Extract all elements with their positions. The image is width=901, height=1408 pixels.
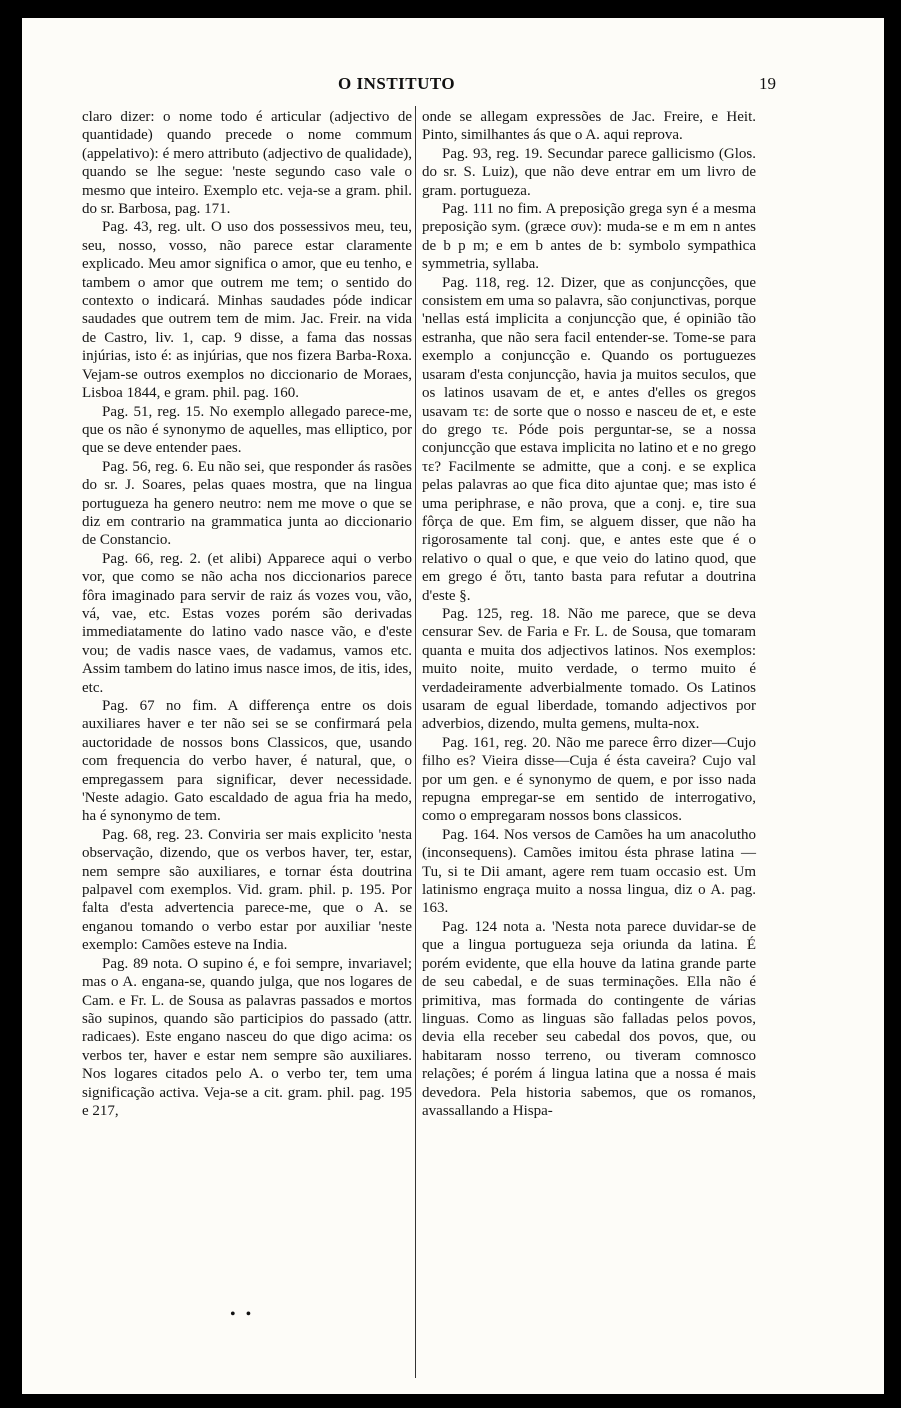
book-page [22, 18, 884, 1394]
paragraph: Pag. 161, reg. 20. Não me parece êrro dizer—Cujo filho es? Vieira disse—Cuja é ésta caveira? Cujo val por um gen. e é synonymo de quem, e por isso nada repugna empregar-se em sentido de interrogativo, como o empregaram nossos bons classicos. [422, 734, 756, 825]
paragraph: onde se allegam expressões de Jac. Freire, e Heit. Pinto, similhantes ás que o A. aqui reprova. [422, 109, 756, 144]
paragraph: Pag. 124 nota a. 'Nesta nota parece duvidar-se de que a lingua portugueza seja oriunda da latina. É porém evidente, que ella houve da latina grande parte de seu cabedal, e de suas terminações. Ella não é primitiva, mas formada do contingente de várias linguas. Como as linguas são falladas pelos povos, devia ella receber seu cabedal dos povos, que, ou habitaram nosso terreno, ou tiveram comnosco relações; é porém á lingua latina que a nossa é mais devedora. Pela historia sabemos, que os romanos, avassallando a Hispa- [422, 918, 756, 1119]
paragraph: Pag. 51, reg. 15. No exemplo allegado parece-me, que os não é synonymo de aquelles, mas elliptico, por que se deve entender paes. [82, 403, 412, 457]
page-number: 19 [759, 74, 776, 93]
paragraph: Pag. 93, reg. 19. Secundar parece gallicismo (Glos. do sr. S. Luiz), que não deve entrar em um livro de gram. portugueza. [422, 145, 756, 199]
running-head-title: O INSTITUTO [338, 74, 456, 93]
paragraph: Pag. 66, reg. 2. (et alibi) Apparece aqui o verbo vor, que como se não acha nos diccionarios parece fôra imaginado para servir de raiz ás vozes vou, vão, vá, vae, etc. Estas vozes porém são derivadas immediatamente do latino vado nasce vão, e d'este vou; de vadis nasce vaes, de vadamus, vamos etc. Assim tambem do latino imus nasce imos, de itis, ides, etc. [82, 550, 412, 696]
paragraph: Pag. 118, reg. 12. Dizer, que as conjuncções, que consistem em uma so palavra, são conjunctivas, porque 'nellas está implicita a conjuncção que, é opinião tão estranha, que não sera facil entender-se. Tome-se para exemplo a conjuncção e. Quando os portuguezes usaram d'esta conjuncção, havia ja muitos seculos, que os latinos usavam de et, e antes d'elles os gregos usavam τε: de sorte que o nosso e nasceu de et, e este do grego τε. Póde pois perguntar-se, se a nossa conjuncção que estava implicita no latino et e no grego τε? Facilmente se admitte, que a conj. e se explica pelas palavras ao que fica dito ajuntae que; mas isto é uma periphrase, e não prova, que a conj. e, tire sua fôrça de que. Em fim, se alguem disser, que não ha rigorosamente tal conj. que, e antes este que é o relativo o qual o que, e que veio do latino quod, que em grego é ὅτι, tanto basta para refutar a doutrina d'este §. [422, 274, 756, 604]
right-column [422, 108, 756, 1120]
paragraph: Pag. 164. Nos versos de Camões ha um anacolutho (inconsequens). Camões imitou ésta phrase latina — Tu, si te Dii amant, agere rem tuam occasio est. Um latinismo engraça muito a nossa lingua, diz o A. pag. 163. [422, 826, 756, 917]
paragraph: Pag. 68, reg. 23. Conviria ser mais explicito 'nesta observação, dizendo, que os verbos haver, ter, estar, nem sempre são auxiliares, e tornar ésta doutrina palpavel com exemplos. Vid. gram. phil. p. 195. Por falta d'esta advertencia parece-me, que o A. se enganou tomando o verbo estar por auxiliar 'neste exemplo: Camões esteve na India. [82, 826, 412, 954]
paragraph: Pag. 125, reg. 18. Não me parece, que se deva censurar Sev. de Faria e Fr. L. de Sousa, que tomaram quanta e muita dos adjectivos latinos. Nos exemplos: muito noite, muito verdade, o termo muito é verdadeiramente adverbialmente tomado. Os Latinos usaram de egual liberdade, tomando adjectivos por adverbios, dizendo, multa gemens, multa-nox. [422, 605, 756, 733]
left-column [82, 108, 412, 1120]
footer-signature-mark: • • [230, 1306, 255, 1323]
paragraph: Pag. 67 no fim. A differença entre os dois auxiliares haver e ter não sei se se confirmará pela auctoridade de nossos bons Classicos, que, usando com frequencia do verbo haver, é natural, que, o empregassem para significar, dever necessidade. 'Neste adagio. Gato escaldado de agua fria ha medo, ha é synonymo de tem. [82, 698, 412, 825]
paragraph: Pag. 56, reg. 6. Eu não sei, que responder ás rasões do sr. J. Soares, pelas quaes mostra, que na lingua portugueza ha genero neutro: nem me move o que se diz em contrario na grammatica junta ao diccionario de Constancio. [82, 458, 412, 549]
paragraph: Pag. 111 no fim. A preposição grega syn é a mesma preposição sym. (græce συν): muda-se e m em n antes de b p m; e em b antes de b: symbolo sympathica symmetria, syllaba. [422, 201, 756, 273]
column-divider [415, 106, 416, 1378]
paragraph: Pag. 89 nota. O supino é, e foi sempre, invariavel; mas o A. engana-se, quando julga, que nos logares de Cam. e Fr. L. de Sousa as palavras passados e mortos são supinos, quando são participios do passado (attr. radicaes). Este engano nasceu do que digo acima: os verbos ter, haver e estar nem sempre são auxiliares. Nos logares citados pelo A. o verbo ter, tem uma significação activa. Veja-se a cit. gram. phil. pag. 195 e 217, [82, 955, 412, 1119]
paragraph: claro dizer: o nome todo é articular (adjectivo de quantidade) quando precede o nome commum (appelativo): é mero attributo (adjectivo de qualidade), quando se lhe segue: 'neste segundo caso vale o mesmo que inteiro. Exemplo etc. veja-se a gram. phil. do sr. Barbosa, pag. 171. [82, 109, 412, 218]
paragraph: Pag. 43, reg. ult. O uso dos possessivos meu, teu, seu, nosso, vosso, não parece estar claramente explicado. Meu amor significa o amor, que eu tenho, e tambem o amor que outrem me tem; o sentido do contexto o indicará. Minhas saudades póde indicar saudades que outrem tem de mim. Jac. Freir. na vida de Castro, liv. 1, cap. 9 disse, a fama das nossas injúrias, isto é: as injúrias, que nos fizera Barba-Roxa. Vejam-se outros exemplos no diccionario de Moraes, Lisboa 1844, e gram. phil. pag. 160. [82, 219, 412, 402]
